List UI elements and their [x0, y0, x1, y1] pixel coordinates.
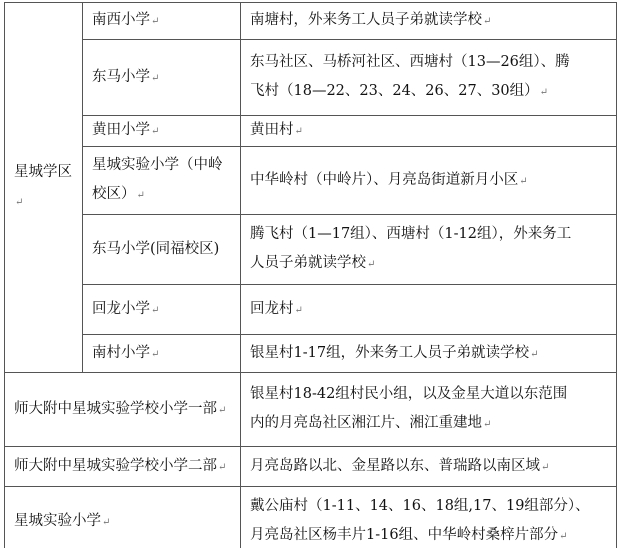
table-row: [5, 147, 617, 215]
area-cell: 南塘村，外来务工人员子弟就读学校↵: [241, 3, 617, 40]
school-cell: 南西小学↵: [83, 3, 241, 40]
table-row: [5, 487, 617, 548]
school-cell: 师大附中星城实验学校小学二部↵: [5, 447, 241, 487]
table-row: [5, 116, 617, 147]
table-row: [5, 40, 617, 116]
school-cell: 星城实验小学↵: [5, 487, 241, 548]
area-cell: 银星村1-17组，外来务工人员子弟就读学校↵: [241, 335, 617, 373]
zone-name: 星城学区: [14, 164, 72, 180]
table-row: [5, 285, 617, 335]
school-cell: 黄田小学↵: [83, 116, 241, 147]
area-cell: 腾飞村（1—17组）、西塘村（1-12组），外来务工 人员子弟就读学校↵: [241, 215, 617, 285]
table-row: [5, 215, 617, 285]
school-cell: 东马小学↵: [83, 40, 241, 116]
table-row: [5, 3, 617, 40]
area-cell: 银星村18-42组村民小组，以及金星大道以东范围 内的月亮岛社区湘江片、湘江重建地↵: [241, 373, 617, 447]
area-cell: 东马社区、马桥河社区、西塘村（13—26组）、腾 飞村（18—22、23、24、26、27、30组）↵: [241, 40, 617, 116]
zone-name-cell: 星城学区↵: [5, 3, 83, 373]
table-row: [5, 447, 617, 487]
area-cell: 月亮岛路以北、金星路以东、普瑞路以南区域↵: [241, 447, 617, 487]
school-zone-table: [4, 2, 617, 548]
area-cell: 中华岭村（中岭片）、月亮岛街道新月小区↵: [241, 147, 617, 215]
area-cell: 戴公庙村（1-11、14、16、18组,17、19组部分）、 月亮岛社区杨丰片1-16组、中华岭村桑梓片部分↵: [241, 487, 617, 548]
school-cell: 回龙小学↵: [83, 285, 241, 335]
table-row: [5, 335, 617, 373]
school-cell: 师大附中星城实验学校小学一部↵: [5, 373, 241, 447]
school-cell: 星城实验小学（中岭 校区）↵: [83, 147, 241, 215]
area-cell: 回龙村↵: [241, 285, 617, 335]
school-cell: 东马小学(同福校区): [83, 215, 241, 285]
school-cell: 南村小学↵: [83, 335, 241, 373]
table-row: [5, 373, 617, 447]
area-cell: 黄田村↵: [241, 116, 617, 147]
